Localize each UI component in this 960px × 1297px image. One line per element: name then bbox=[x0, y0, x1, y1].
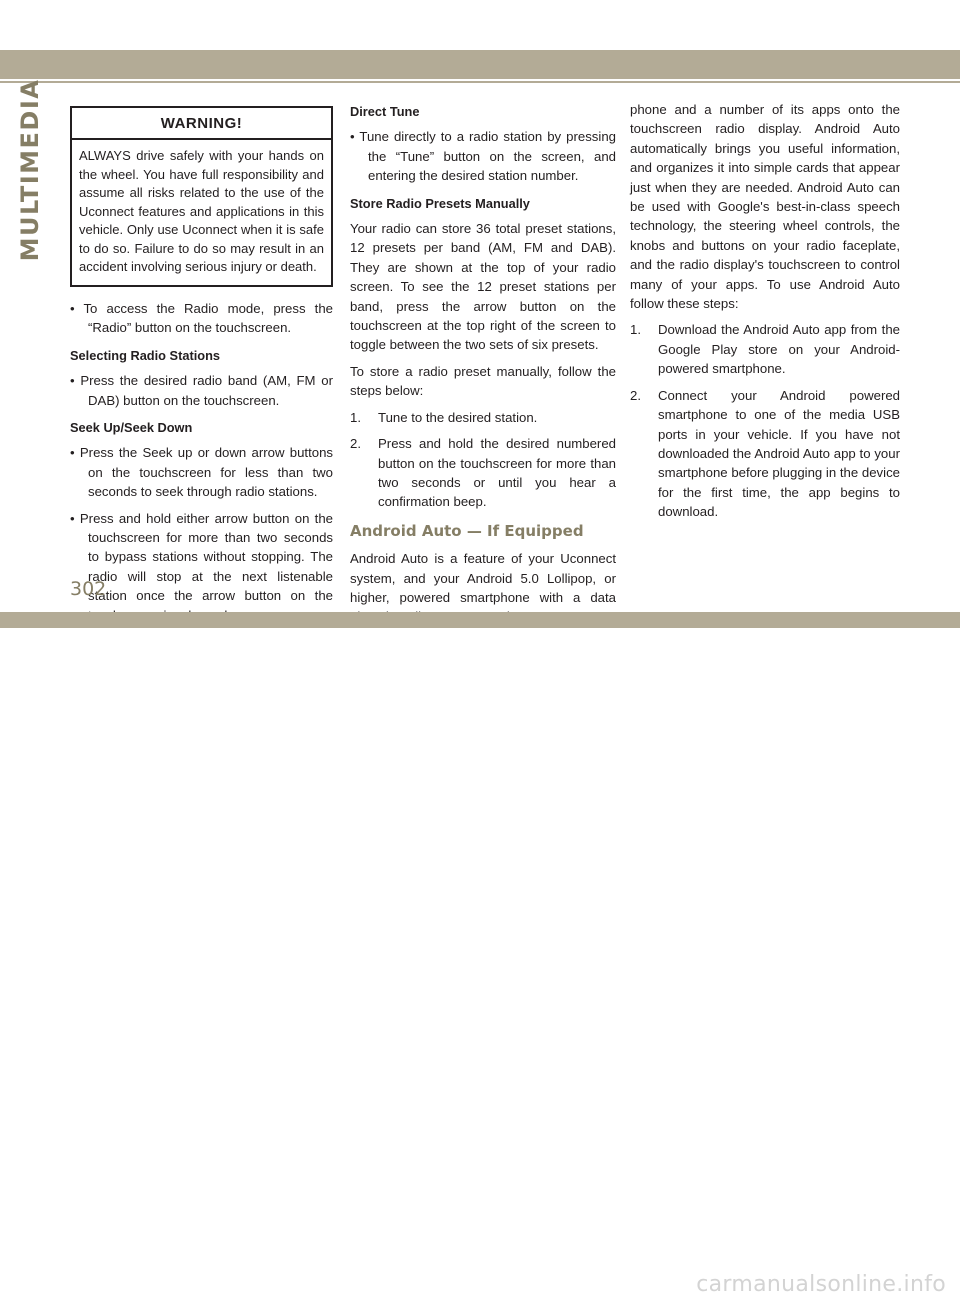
page-number: 302 bbox=[70, 578, 107, 600]
bullet-radio-mode: • To access the Radio mode, press the “Radio” button on the touchscreen. bbox=[70, 300, 333, 336]
step-1 bbox=[350, 408, 616, 427]
header-rule bbox=[0, 81, 960, 83]
footer-area bbox=[0, 628, 960, 1297]
android-step-1-number: 1. bbox=[630, 322, 641, 338]
warning-title: WARNING! bbox=[72, 108, 331, 140]
heading-android-auto: Android Auto — If Equipped bbox=[350, 521, 584, 540]
bullet-radio-band: • Press the desired radio band (AM, FM or DAB) button on the touchscreen. bbox=[70, 373, 333, 408]
android-step-2-number: 2. bbox=[630, 387, 641, 403]
bullet-seek-hold: • Press and hold either arrow button on the touchscreen for more than two seconds to bypass stations without stopping. The radio will stop at the next listenable station once the arrow button on the bbox=[70, 510, 333, 604]
header-band bbox=[0, 50, 960, 79]
android-step-1 bbox=[630, 320, 900, 378]
heading-selecting-stations: Selecting Radio Stations bbox=[70, 347, 221, 363]
watermark-text[interactable]: carmanualsonline.info bbox=[696, 1272, 946, 1297]
bullet-seek-short: • Press the Seek up or down arrow buttons on the touchscreen for less than two seconds to seek through radio stations. bbox=[70, 445, 333, 500]
step-1-text: Tune to the desired station. bbox=[378, 409, 538, 425]
warning-body: ALWAYS drive safely with your hands on the wheel. You have full responsibility and assume all risks related to the use of the Uconnect features and applications in this vehicle. Only use Uconnect when it is safe to do so. Failure to do so may result in an accident involving serious injury or death. bbox=[79, 148, 324, 275]
android-step-1-text: Download the Android Auto app from the Google Play store on your Android-powered smartphone. bbox=[658, 322, 900, 377]
heading-store-presets: Store Radio Presets Manually bbox=[350, 195, 530, 211]
step-2-number: 2. bbox=[350, 436, 361, 452]
android-step-2-text: Connect your Android powered smartphone to one of the media USB ports in your vehicle. If you have not downloaded the Android Auto app to your smartphone before plugging in the device for the first time, the app begins to download. bbox=[658, 387, 900, 520]
column-2 bbox=[350, 100, 616, 634]
paragraph-store-presets: Your radio can store 36 total preset stations, 12 presets per band (AM, FM and DAB). They are shown at the top of your radio screen. To see the 12 preset stations per band, press the arrow button on the touchscreen at the top right of the screen to toggle between the two sets of six presets. bbox=[350, 221, 616, 353]
paragraph-android-auto: Android Auto is a feature of your Uconnect system, and your Android 5.0 Lollipop, or higher, powered smartphone with a data bbox=[350, 551, 616, 605]
warning-box bbox=[70, 106, 333, 287]
footer-band bbox=[0, 612, 960, 628]
section-label: MULTIMEDIA bbox=[16, 78, 44, 262]
column-3 bbox=[630, 100, 900, 529]
paragraph-steps-intro: To store a radio preset manually, follow the steps below: bbox=[350, 363, 616, 399]
section-tab bbox=[10, 78, 50, 262]
step-2 bbox=[350, 434, 616, 512]
step-2-text: Press and hold the desired numbered button on the touchscreen for more than two seconds or until you hear a confirmation beep. bbox=[378, 436, 616, 510]
column-1 bbox=[70, 100, 333, 632]
heading-seek: Seek Up/Seek Down bbox=[70, 419, 193, 435]
heading-direct-tune: Direct Tune bbox=[350, 104, 420, 119]
bullet-direct-tune: • Tune directly to a radio station by pressing the “Tune” button on the screen, and entering the desired station number. bbox=[350, 129, 616, 184]
paragraph-android-continued: phone and a number of its apps onto the touchscreen radio display. Android Auto automatically brings you useful information, and organizes it into simple cards that appear just when they are needed. Android Auto can be used with Google's best-in-class speech technology, the steering wheel controls, the knobs and buttons on your radio faceplate, and the radio display's touchscreen to control many of your apps. To use Android Auto follow these steps: bbox=[630, 102, 900, 312]
step-1-number: 1. bbox=[350, 409, 361, 425]
android-step-2 bbox=[630, 386, 900, 522]
